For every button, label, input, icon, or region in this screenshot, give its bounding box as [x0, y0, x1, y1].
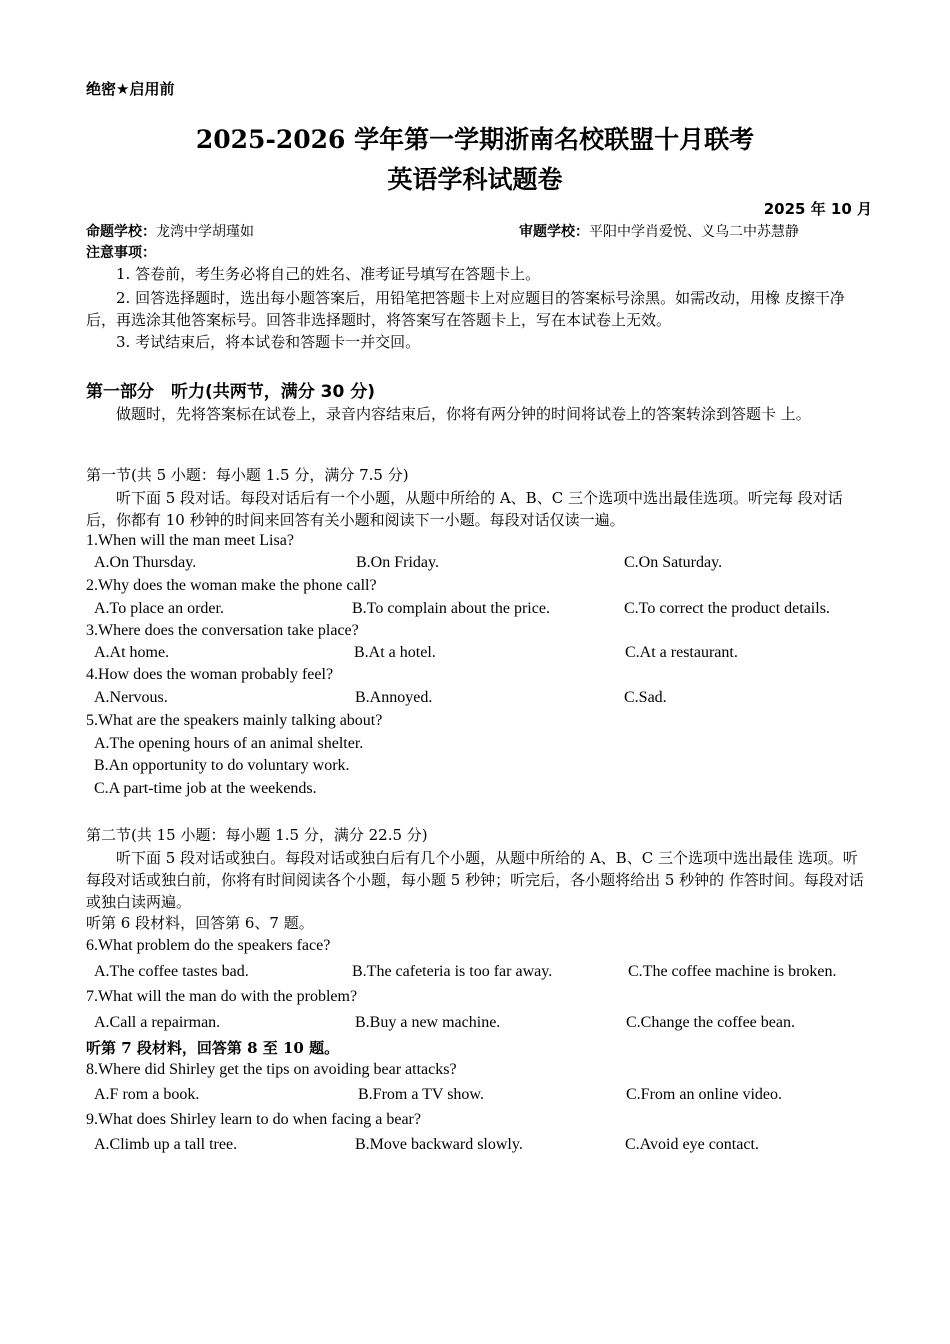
q4-option-c: C.Sad.: [624, 689, 667, 706]
q4-option-a: A.Nervous.: [94, 689, 168, 706]
question-8: 8.Where did Shirley get the tips on avoiding bear attacks?: [86, 1061, 457, 1078]
material-7-instruction: 听第 7 段材料，回答第 8 至 10 题。: [86, 1039, 340, 1057]
q5-option-b: B.An opportunity to do voluntary work.: [94, 757, 350, 774]
q6-option-a: A.The coffee tastes bad.: [94, 963, 249, 980]
exam-subtitle: 英语学科试题卷: [387, 165, 563, 194]
part1-intro: 做题时，先将答案标在试卷上，录音内容结束后，你将有两分钟的时间将试卷上的答案转涂到答题卡 上。: [116, 405, 811, 423]
q8-option-c: C.From an online video.: [626, 1086, 782, 1103]
exam-title: 2025-2026 学年第一学期浙南名校联盟十月联考: [195, 125, 755, 154]
section1-heading: 第一节(共 5 小题：每小题 1.5 分，满分 7.5 分): [86, 466, 409, 484]
q7-option-c: C.Change the coffee bean.: [626, 1014, 795, 1031]
section2-heading: 第二节(共 15 小题：每小题 1.5 分，满分 22.5 分): [86, 826, 428, 844]
notice-item-2: 2. 回答选择题时，选出每小题答案后，用铅笔把答题卡上对应题目的答案标号涂黑。如需改动，用橡 皮擦干净后，再选涂其他答案标号。回答非选择题时，将答案写在答题卡上，写在本试卷上无效。: [86, 289, 845, 329]
part1-heading: 第一部分 听力(共两节，满分 30 分): [86, 382, 376, 402]
q9-option-a: A.Climb up a tall tree.: [94, 1136, 238, 1153]
material-6-instruction: 听第 6 段材料，回答第 6、7 题。: [86, 914, 314, 932]
q8-option-a: A.F rom a book.: [94, 1086, 200, 1103]
question-6: 6.What problem do the speakers face?: [86, 937, 331, 954]
q3-option-b: B.At a hotel.: [354, 644, 436, 661]
q5-option-c: C.A part-time job at the weekends.: [94, 780, 317, 797]
q6-option-b: B.The cafeteria is too far away.: [352, 963, 553, 980]
section1-intro: 听下面 5 段对话。每段对话后有一个小题，从题中所给的 A、B、C 三个选项中选出最佳选项。听完每 段对话后，你都有 10 秒钟的时间来回答有关小题和阅读下一小题。每段对话仅读一遍。: [86, 489, 843, 529]
question-3: 3.Where does the conversation take place?: [86, 622, 359, 639]
q9-option-c: C.Avoid eye contact.: [625, 1136, 759, 1153]
setter-label: 命题学校：: [86, 224, 156, 240]
notice-item-3: 3. 考试结束后，将本试卷和答题卡一并交回。: [116, 333, 421, 351]
q2-option-b: B.To complain about the price.: [352, 600, 550, 617]
notice-heading: 注意事项：: [86, 245, 156, 261]
q3-option-c: C.At a restaurant.: [625, 644, 738, 661]
q8-option-b: B.From a TV show.: [358, 1086, 484, 1103]
q1-option-b: B.On Friday.: [356, 554, 439, 571]
reviewer-value: 平阳中学肖爱悦、义乌二中苏慧静: [589, 224, 799, 240]
exam-date: 2025 年 10 月: [763, 200, 872, 218]
question-1: 1.When will the man meet Lisa?: [86, 532, 294, 549]
secret-label: 绝密★启用前: [86, 80, 175, 98]
q1-option-a: A.On Thursday.: [94, 554, 197, 571]
q2-option-c: C.To correct the product details.: [624, 600, 830, 617]
reviewer-label: 审题学校：: [519, 224, 589, 240]
q5-option-a: A.The opening hours of an animal shelter.: [94, 735, 364, 752]
q7-option-b: B.Buy a new machine.: [355, 1014, 501, 1031]
question-2: 2.Why does the woman make the phone call?: [86, 577, 377, 594]
question-5: 5.What are the speakers mainly talking about?: [86, 712, 383, 729]
q9-option-b: B.Move backward slowly.: [355, 1136, 523, 1153]
setter-info: [86, 221, 254, 241]
reviewer-info: [519, 221, 799, 241]
q6-option-c: C.The coffee machine is broken.: [628, 963, 837, 980]
question-4: 4.How does the woman probably feel?: [86, 666, 334, 683]
section2-intro: 听下面 5 段对话或独白。每段对话或独白后有几个小题，从题中所给的 A、B、C 三个选项中选出最佳 选项。听每段对话或独白前，你将有时间阅读各个小题，每小题 5 秒钟；听完后，各小题将给出 5 秒钟的 作答时间。每段对话或独白读两遍。: [86, 849, 864, 911]
notice-item-1: 1. 答卷前，考生务必将自己的姓名、准考证号填写在答题卡上。: [116, 265, 541, 283]
question-9: 9.What does Shirley learn to do when facing a bear?: [86, 1111, 421, 1128]
q3-option-a: A.At home.: [94, 644, 170, 661]
question-7: 7.What will the man do with the problem?: [86, 988, 358, 1005]
setter-value: 龙湾中学胡瑾如: [156, 224, 254, 240]
q7-option-a: A.Call a repairman.: [94, 1014, 221, 1031]
q2-option-a: A.To place an order.: [94, 600, 224, 617]
q4-option-b: B.Annoyed.: [355, 689, 433, 706]
q1-option-c: C.On Saturday.: [624, 554, 723, 571]
